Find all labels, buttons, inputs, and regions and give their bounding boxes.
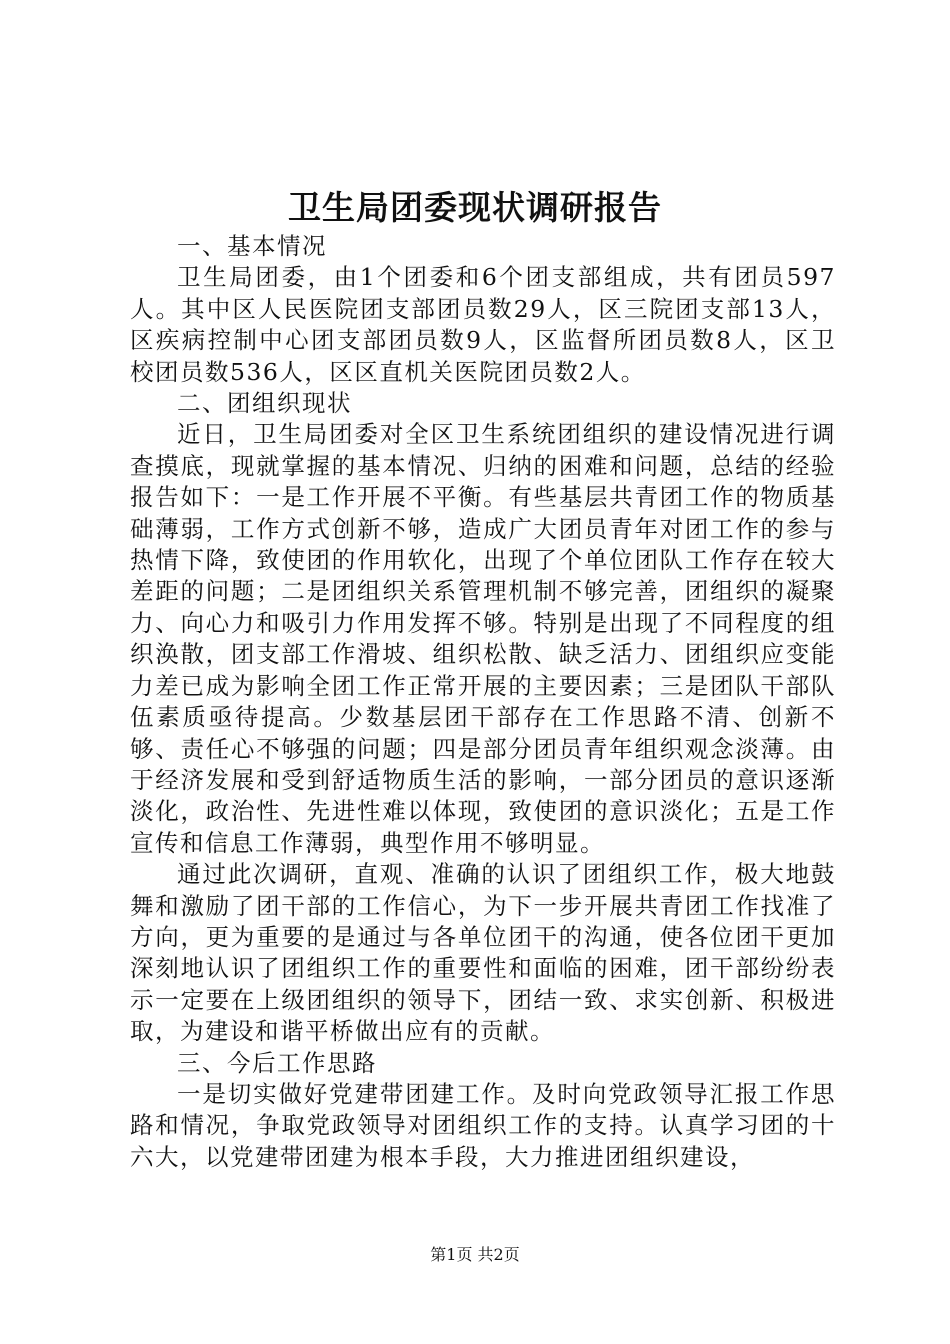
section-heading-current-status: 二、团组织现状 [177,389,352,418]
paragraph-current-status: 近日，卫生局团委对全区卫生系统团组织的建设情况进行调查摸底，现就掌握的基本情况、归纳的困难和问题，总结的经验报告如下：一是工作开展不平衡。有些基层共青团工作的物质基础薄弱，工作方式创新不够，造成广大团员青年对团工作的参与热情下降，致使团的作用软化，出现了个单位团队工作存在较大差距的问题；二是团组织关系管理机制不够完善，团组织的凝聚力、向心力和吸引力作用发挥不够。特别是出现了不同程度的组织涣散，团支部工作滑坡、组织松散、缺乏活力、团组织应变能力差已成为影响全团工作正常开展的主要因素；三是团队干部队伍素质亟待提高。少数基层团干部存在工作思路不清、创新不够、责任心不够强的问题；四是部分团员青年组织观念淡薄。由于经济发展和受到舒适物质生活的影响，一部分团员的意识逐渐淡化，政治性、先进性难以体现，致使团的意识淡化；五是工作宣传和信息工作薄弱，典型作用不够明显。 [130,420,836,857]
document-body [130,231,836,1173]
paragraph-future-work: 一是切实做好党建带团建工作。及时向党政领导汇报工作思路和情况，争取党政领导对团组织工作的支持。认真学习团的十六大，以党建带团建为根本手段，大力推进团组织建设， [130,1079,836,1171]
paragraph-basic-situation: 卫生局团委，由1个团委和6个团支部组成，共有团员597人。其中区人民医院团支部团员数29人，区三院团支部13人，区疾病控制中心团支部团员数9人，区监督所团员数8人，区卫校团员数536人，区区直机关医院团员数2人。 [130,263,836,386]
document-title: 卫生局团委现状调研报告 [288,188,662,227]
paragraph-survey-outcome: 通过此次调研，直观、准确的认识了团组织工作，极大地鼓舞和激励了团干部的工作信心，为下一步开展共青团工作找准了方向，更为重要的是通过与各单位团干的沟通，使各位团干更加深刻地认识了团组织工作的重要性和面临的困难，团干部纷纷表示一定要在上级团组织的领导下，团结一致、求实创新、积极进取，为建设和谐平桥做出应有的贡献。 [130,860,836,1046]
section-heading-basic-situation: 一、基本情况 [177,232,327,260]
page-footer: 第1页 共2页 [430,1245,520,1264]
section-heading-future-work: 三、今后工作思路 [177,1048,377,1077]
